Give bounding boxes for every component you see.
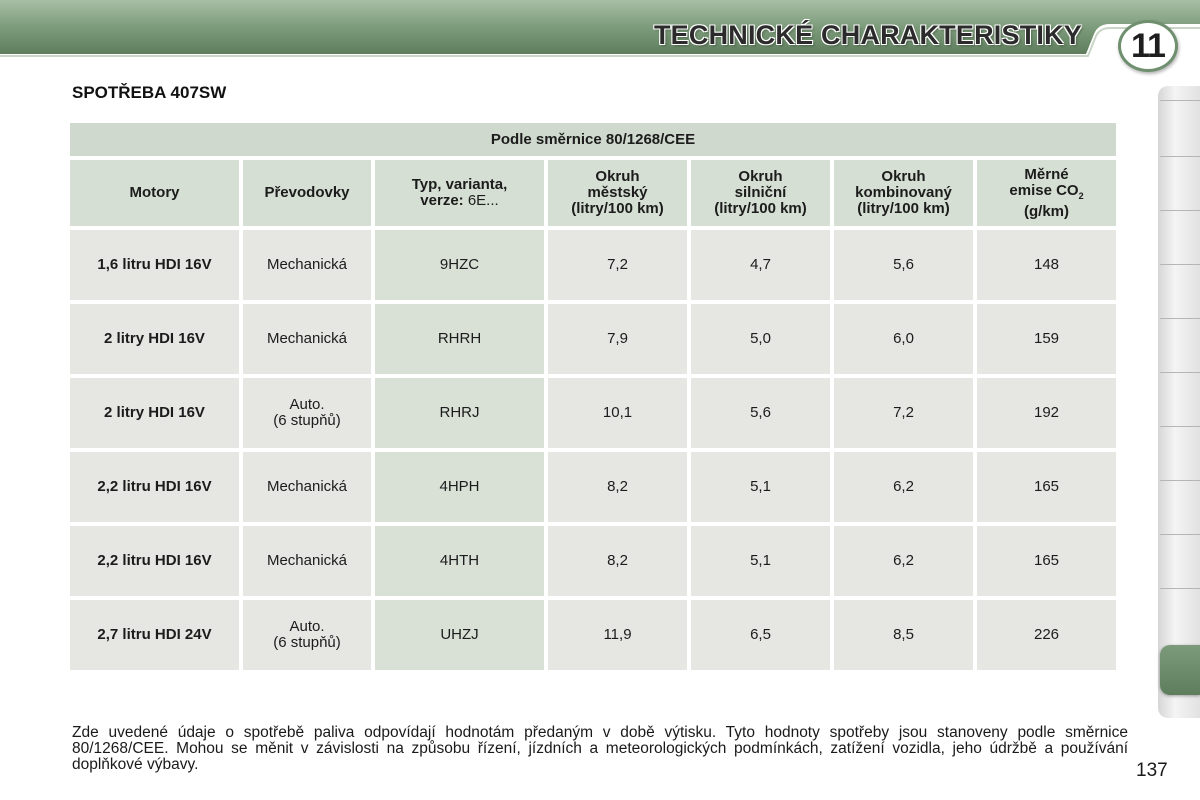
header-type-line1: Typ, varianta, <box>411 176 508 193</box>
cell-urban: 8,2 <box>548 526 687 596</box>
cell-urban: 7,2 <box>548 230 687 300</box>
cell-motor: 2,2 litru HDI 16V <box>70 526 239 596</box>
side-tab-strip <box>1158 86 1200 718</box>
cell-motor: 1,6 litru HDI 16V <box>70 230 239 300</box>
consumption-table <box>66 119 1120 674</box>
cell-motor: 2 litry HDI 16V <box>70 378 239 448</box>
header-motor <box>70 160 239 226</box>
side-strip-notch <box>1160 210 1200 211</box>
header-co2-line3: (g/km) <box>1024 202 1069 220</box>
table-caption: Podle směrnice 80/1268/CEE <box>70 123 1116 156</box>
cell-extra-urban: 5,1 <box>691 526 830 596</box>
cell-co2: 159 <box>977 304 1116 374</box>
cell-gearbox-line1: Mechanická <box>266 478 348 495</box>
side-strip-notch <box>1160 318 1200 319</box>
side-strip-notch <box>1160 372 1200 373</box>
cell-gearbox-line1: Mechanická <box>266 552 348 569</box>
cell-co2: 192 <box>977 378 1116 448</box>
cell-co2: 226 <box>977 600 1116 670</box>
cell-extra-urban: 5,0 <box>691 304 830 374</box>
header-combined-line3: (litry/100 km) <box>857 200 950 217</box>
cell-urban: 8,2 <box>548 452 687 522</box>
header-type-line2-suffix: 6E... <box>463 192 499 209</box>
cell-motor: 2 litry HDI 16V <box>70 304 239 374</box>
cell-co2: 148 <box>977 230 1116 300</box>
cell-type: UHZJ <box>375 600 544 670</box>
cell-combined: 8,5 <box>834 600 973 670</box>
cell-gearbox <box>243 378 371 448</box>
side-strip-notch <box>1160 480 1200 481</box>
header-urban-line1: Okruh <box>595 168 640 185</box>
cell-extra-urban: 5,6 <box>691 378 830 448</box>
chapter-number: 11 <box>1131 26 1165 65</box>
table-row <box>70 452 1116 522</box>
chapter-title: TECHNICKÉ CHARAKTERISTIKY <box>653 20 1082 50</box>
side-strip-background <box>1158 86 1200 718</box>
table-row <box>70 378 1116 448</box>
header-extra-line3: (litry/100 km) <box>714 200 807 217</box>
side-strip-notch <box>1160 426 1200 427</box>
cell-type: RHRJ <box>375 378 544 448</box>
header-gearbox-label: Převodovky <box>264 184 350 201</box>
header-extra-urban <box>691 160 830 226</box>
table-row <box>70 304 1116 374</box>
cell-type: 4HPH <box>375 452 544 522</box>
header-urban-line3: (litry/100 km) <box>571 200 664 217</box>
cell-urban: 7,9 <box>548 304 687 374</box>
cell-combined: 6,2 <box>834 452 973 522</box>
cell-extra-urban: 6,5 <box>691 600 830 670</box>
side-strip-notch <box>1160 156 1200 157</box>
header-co2 <box>977 160 1116 226</box>
cell-gearbox-line1: Auto. <box>289 396 325 413</box>
header-combined-line2: kombinovaný <box>855 184 952 201</box>
header-type-line2: verze: <box>420 192 464 209</box>
table-row <box>70 230 1116 300</box>
side-strip-notch <box>1160 100 1200 101</box>
header-co2-line2: emise CO <box>1009 181 1079 199</box>
cell-type: RHRH <box>375 304 544 374</box>
cell-motor: 2,7 litru HDI 24V <box>70 600 239 670</box>
cell-co2: 165 <box>977 452 1116 522</box>
header-co2-subscript: 2 <box>1078 190 1084 201</box>
header-extra-line2: silniční <box>734 184 787 201</box>
chapter-number-badge <box>1118 20 1178 72</box>
side-strip-notch <box>1160 534 1200 535</box>
cell-gearbox <box>243 452 371 522</box>
cell-extra-urban: 4,7 <box>691 230 830 300</box>
header-type <box>375 160 544 226</box>
cell-urban: 10,1 <box>548 378 687 448</box>
cell-co2: 165 <box>977 526 1116 596</box>
header-urban-line2: městský <box>587 184 648 201</box>
cell-gearbox-line1: Mechanická <box>266 256 348 273</box>
header-combined <box>834 160 973 226</box>
cell-type: 4HTH <box>375 526 544 596</box>
side-tab-chapter-11[interactable] <box>1160 645 1200 695</box>
header-gearbox <box>243 160 371 226</box>
table-row <box>70 600 1116 670</box>
header-co2-line1: Měrné <box>1024 165 1069 183</box>
cell-gearbox-line2: (6 stupňů) <box>273 412 341 429</box>
cell-extra-urban: 5,1 <box>691 452 830 522</box>
page-number: 137 <box>1136 760 1168 781</box>
cell-combined: 6,0 <box>834 304 973 374</box>
cell-gearbox-line1: Mechanická <box>266 330 348 347</box>
cell-gearbox-line1: Auto. <box>289 618 325 635</box>
table-header-row <box>70 160 1116 226</box>
cell-combined: 5,6 <box>834 230 973 300</box>
chapter-header <box>0 0 1200 70</box>
cell-gearbox <box>243 526 371 596</box>
footnote: Zde uvedené údaje o spotřebě paliva odpovídají hodnotám předaným v době výtisku. Tyto hodnoty spotřeby jsou stanoveny podle směrnice 80/1268/CEE. Mohou se měnit v závislosti na způsobu řízení, jízdních a meteorologických podmínkách, zatížení vozidla, jeho údržbě a používání doplňkové výbavy. <box>72 724 1128 773</box>
table-row <box>70 526 1116 596</box>
header-motor-label: Motory <box>129 184 180 201</box>
cell-gearbox <box>243 304 371 374</box>
header-extra-line1: Okruh <box>738 168 783 185</box>
side-strip-notch <box>1160 588 1200 589</box>
cell-combined: 7,2 <box>834 378 973 448</box>
cell-type: 9HZC <box>375 230 544 300</box>
cell-combined: 6,2 <box>834 526 973 596</box>
cell-gearbox-line2: (6 stupňů) <box>273 634 341 651</box>
cell-gearbox <box>243 600 371 670</box>
header-combined-line1: Okruh <box>881 168 926 185</box>
section-title: SPOTŘEBA 407SW <box>72 83 227 102</box>
table-caption-row <box>70 123 1116 156</box>
header-urban <box>548 160 687 226</box>
side-strip-notch <box>1160 264 1200 265</box>
cell-gearbox <box>243 230 371 300</box>
cell-motor: 2,2 litru HDI 16V <box>70 452 239 522</box>
cell-urban: 11,9 <box>548 600 687 670</box>
